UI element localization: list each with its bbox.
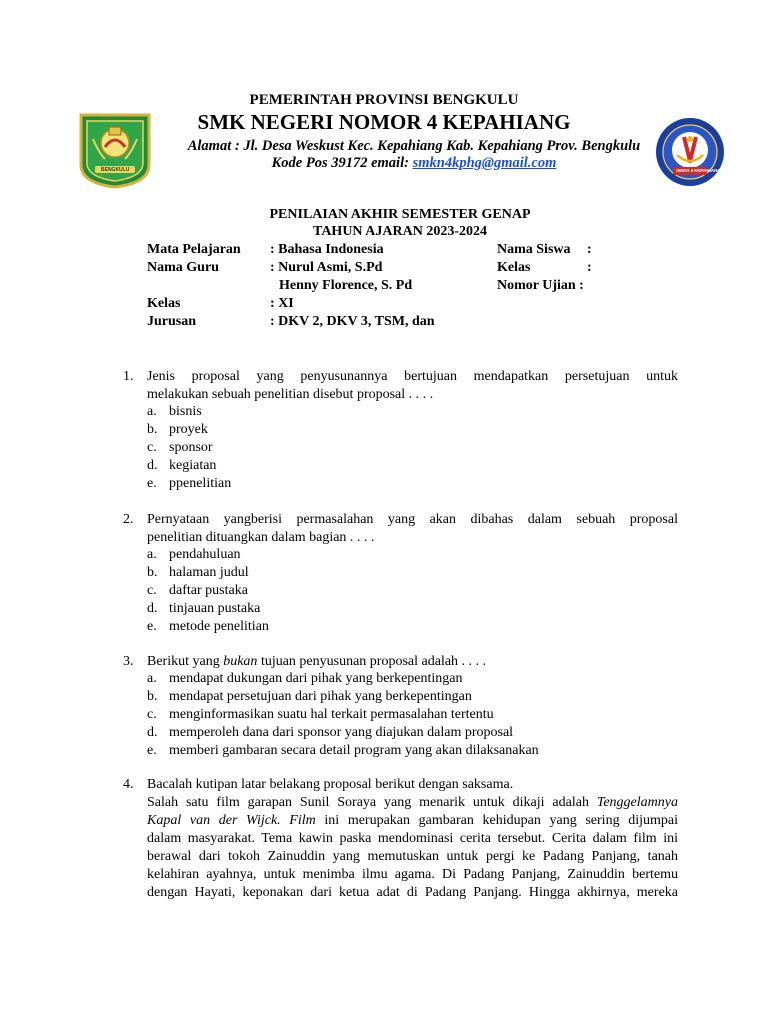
postal-code-text: Kode Pos 39172 email:: [271, 155, 413, 171]
question-3: [123, 653, 678, 671]
class-value: : XI: [270, 296, 294, 311]
option-text: proyek: [169, 422, 208, 437]
option-letter: b.: [147, 422, 158, 437]
question-text-line: Bacalah kutipan latar belakang proposal berikut dengan saksama.: [147, 777, 514, 792]
excerpt-text: ini merupakan gambaran kehidupan yang sering dijumpai: [315, 813, 678, 828]
option-letter: e.: [147, 743, 157, 758]
option-letter: b.: [147, 565, 158, 580]
school-address: Alamat : Jl. Desa Weskust Kec. Kepahiang Kab. Kepahiang Prov. Bengkulu: [187, 138, 641, 154]
exam-title: PENILAIAN AKHIR SEMESTER GENAP: [269, 207, 531, 222]
question-emphasis: bukan: [223, 654, 258, 669]
question-number: 2.: [123, 512, 134, 527]
excerpt-line: kelahiran ayahnya, untuk menimba ilmu agama. Di Padang Panjang, Zainuddin bertemu: [147, 867, 678, 882]
option-letter: d.: [147, 725, 158, 740]
option-item: [147, 475, 231, 493]
option-item: [147, 742, 539, 760]
excerpt-line: dalam masyarakat. Tema kawin paska mendominasi cerita tersebut. Cerita dalam film ini: [147, 831, 678, 846]
option-item: [147, 403, 202, 421]
option-letter: e.: [147, 476, 157, 491]
question-text-line: Pernyataan yangberisi permasalahan yang akan dibahas dalam sebuah proposal: [147, 512, 678, 527]
school-contact: [0, 155, 768, 172]
student-name-label: Nama Siswa: [497, 242, 571, 257]
teacher-value-2: Henny Florence, S. Pd: [279, 278, 413, 293]
teacher-value: : Nurul Asmi, S.Pd: [270, 260, 383, 275]
option-text: sponsor: [169, 440, 213, 455]
option-text: metode penelitian: [169, 619, 269, 634]
option-text: memberi gambaran secara detail program yang akan dilaksanakan: [169, 743, 539, 758]
option-text: mendapat persetujuan dari pihak yang berkepentingan: [169, 689, 472, 704]
question-text-line: [147, 653, 678, 671]
school-email-link[interactable]: smkn4kphg@gmail.com: [412, 155, 557, 171]
option-item: [147, 618, 269, 636]
school-logo-caption: SMKN 4 KEPAHIANG: [676, 168, 721, 173]
option-text: daftar pustaka: [169, 583, 248, 598]
student-class-label: Kelas: [497, 260, 531, 275]
option-item: [147, 600, 260, 618]
question-text-line: Jenis proposal yang penyusunannya bertujuan mendapatkan persetujuan untuk: [147, 369, 678, 384]
option-letter: b.: [147, 689, 158, 704]
option-text: ppenelitian: [169, 476, 232, 491]
option-item: [147, 724, 513, 742]
subject-label: Mata Pelajaran: [147, 242, 241, 257]
option-letter: e.: [147, 619, 157, 634]
major-value: : DKV 2, DKV 3, TSM, dan: [270, 314, 435, 329]
option-text: memperoleh dana dari sponsor yang diajukan dalam proposal: [169, 725, 514, 740]
student-name-colon: :: [587, 242, 592, 257]
question-2: [123, 511, 678, 547]
option-item: [147, 421, 208, 439]
teacher-label: Nama Guru: [147, 260, 219, 275]
question-text-line: melakukan sebuah penelitian disebut proposal . . . .: [147, 387, 434, 402]
film-title-text: Kapal van der Wijck. Film: [147, 813, 316, 828]
option-text: bisnis: [169, 404, 202, 419]
option-letter: a.: [147, 671, 157, 686]
option-text: kegiatan: [169, 458, 217, 473]
exam-number-label: Nomor Ujian :: [497, 278, 584, 293]
option-letter: c.: [147, 440, 157, 455]
option-text: tinjauan pustaka: [169, 601, 261, 616]
class-label: Kelas: [147, 296, 181, 311]
option-item: [147, 564, 249, 582]
option-letter: a.: [147, 404, 157, 419]
option-item: [147, 670, 463, 688]
film-title-text: Tenggelamnya: [596, 795, 678, 810]
option-item: [147, 546, 241, 564]
excerpt-line: berawal dari tokoh Zainuddin yang memutuskan untuk pergi ke Padang Panjang, tanah: [147, 849, 678, 864]
option-text: pendahuluan: [169, 547, 241, 562]
question-number: 3.: [123, 654, 134, 669]
school-logo-icon: [655, 117, 725, 187]
excerpt-line: [147, 812, 678, 830]
government-name: PEMERINTAH PROVINSI BENGKULU: [249, 92, 519, 108]
option-item: [147, 457, 216, 475]
question-number: 4.: [123, 777, 134, 792]
question-text: Berikut yang: [147, 654, 224, 669]
excerpt-line: dengan Hayati, keponakan dari ketua adat di Padang Panjang. Hingga akhirnya, mereka: [147, 885, 678, 900]
student-class-colon: :: [587, 260, 592, 275]
exam-year: TAHUN AJARAN 2023-2024: [313, 224, 487, 239]
option-item: [147, 439, 213, 457]
option-text: menginformasikan suatu hal terkait permasalahan tertentu: [169, 707, 494, 722]
option-text: halaman judul: [169, 565, 249, 580]
option-letter: d.: [147, 458, 158, 473]
option-text: mendapat dukungan dari pihak yang berkepentingan: [169, 671, 463, 686]
option-letter: a.: [147, 547, 157, 562]
question-text-line: penelitian dituangkan dalam bagian . . . .: [147, 530, 375, 545]
question-4: [123, 776, 678, 794]
option-letter: c.: [147, 583, 157, 598]
major-label: Jurusan: [147, 314, 197, 329]
option-item: [147, 706, 494, 724]
option-letter: d.: [147, 601, 158, 616]
question-1: [123, 368, 678, 404]
excerpt-text: Salah satu film garapan Sunil Soraya yang menarik untuk dikaji adalah: [147, 795, 597, 810]
emblem-caption: BENGKULU: [101, 167, 130, 173]
option-item: [147, 582, 248, 600]
subject-value: : Bahasa Indonesia: [270, 242, 384, 257]
option-letter: c.: [147, 707, 157, 722]
school-name: SMK NEGERI NOMOR 4 KEPAHIANG: [197, 110, 571, 134]
excerpt-line: [147, 794, 678, 812]
option-item: [147, 688, 472, 706]
question-number: 1.: [123, 369, 134, 384]
question-text: tujuan penyusunan proposal adalah . . . .: [257, 654, 487, 669]
